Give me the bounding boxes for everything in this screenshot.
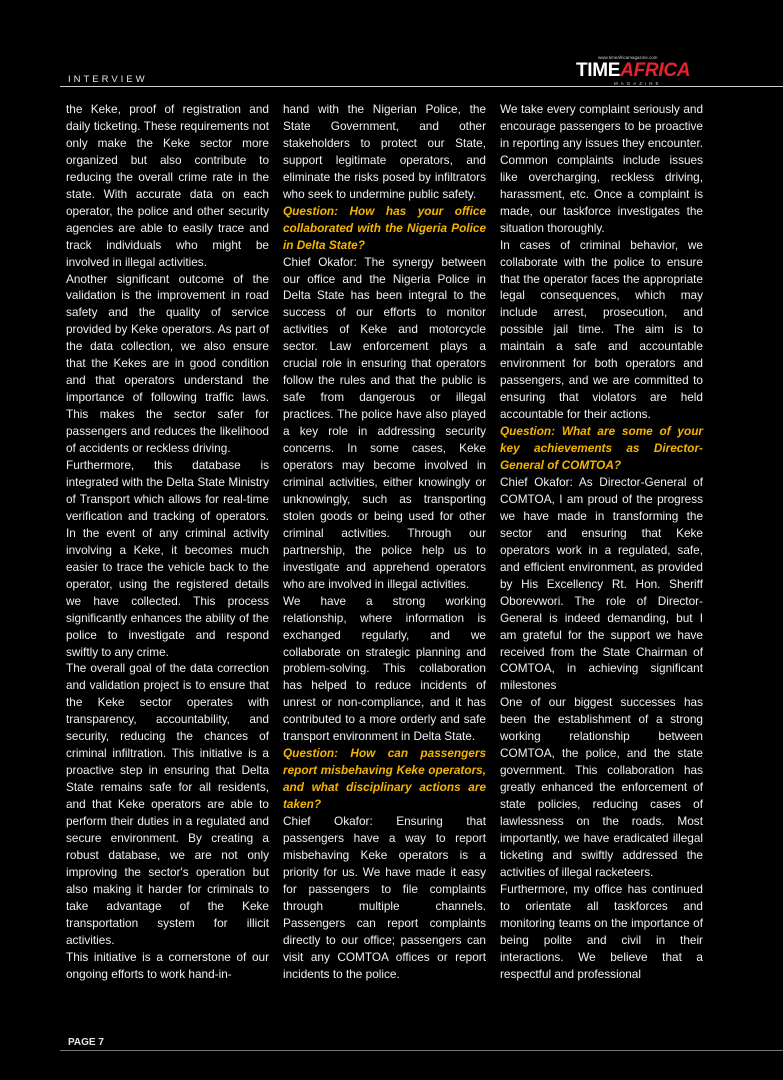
article-paragraph: In cases of criminal behavior, we collaborate with the police to ensure that the operator faces the appropriate legal consequences, which may include arrest, prosecution, and possible jail time. The aim is to maintain a safe and accountable environment for both operators and passengers, and we are committed to ensuring that violators are held accountable for their actions. [500, 237, 703, 422]
article-paragraph: the Keke, proof of registration and daily ticketing. These requirements not only make the Keke sector more organized but also contribute to reducing the overall crime rate in the state. With accurate data on each operator, the police and other security agencies are able to easily trace and track individuals who might be involved in illegal activities. [66, 102, 269, 269]
article-columns [0, 101, 783, 1031]
interview-question: Question: How can passengers report misbehaving Keke operators, and what disciplinary actions are taken? [283, 746, 486, 812]
article-paragraph: Furthermore, my office has continued to orientate all taskforces and monitoring teams on the importance of being polite and civil in their interactions. We believe that a respectful and professional [500, 881, 703, 981]
interview-question: Question: How has your office collaborated with the Nigeria Police in Delta State? [283, 203, 486, 252]
article-column-1 [66, 101, 269, 983]
article-paragraph: The overall goal of the data correction and validation project is to ensure that the Keke sector operates with transparency, accountability, and security, reducing the chances of criminal infiltration. This initiative is a proactive step in ensuring that Delta State remains safe for all residents, and that Keke operators are able to perform their duties in a regulated and secure environment. By creating a robust database, we are not only improving the sector's operation but also making it harder for criminals to take advantage of the Keke transportation system for illicit activities. [66, 661, 269, 947]
article-paragraph: Another significant outcome of the validation is the improvement in road safety and the quality of service provided by Keke operators. As part of the data collection, we also ensure that the Kekes are in good condition and that operators understand the importance of following traffic laws. This makes the sector safer for passengers and reduces the likelihood of accidents or reckless driving. [66, 271, 269, 456]
article-paragraph: This initiative is a cornerstone of our ongoing efforts to work hand-in- [66, 949, 269, 981]
article-column-3 [500, 101, 703, 983]
magazine-logo [576, 55, 702, 87]
article-paragraph: We have a strong working relationship, where information is exchanged regularly, and we collaborate on strategic planning and problem-solving. This collaboration has helped to reduce incidents of unrest or non-compliance, and it has contributed to a more orderly and safe transport environment in Delta State. [283, 593, 486, 744]
interview-question: Question: What are some of your key achievements as Director-General of COMTOA? [500, 424, 703, 473]
page-number: PAGE 7 [68, 1037, 104, 1048]
article-paragraph: Chief Okafor: Ensuring that passengers have a way to report misbehaving Keke operators is a priority for us. We have made it easy for passengers to file complaints through multiple channels. Passengers can report complaints directly to our office; passengers can visit any COMTOA offices or report incidents to the police. [283, 814, 486, 981]
article-paragraph: Chief Okafor: As Director-General of COMTOA, I am proud of the progress we have made in transforming the sector and ensuring that Keke operators work in a regulated, safe, and efficient environment, as provided by His Excellency Rt. Hon. Sheriff Oborevwori. The role of Director-General is indeed demanding, but I am grateful for the support we have received from the State Chairman of COMTOA, in achieving significant milestones [500, 474, 703, 693]
article-column-2 [283, 101, 486, 983]
footer-divider [60, 1050, 783, 1051]
logo-subtitle: MAGAZINE [614, 81, 662, 86]
section-label: INTERVIEW [68, 74, 148, 85]
article-paragraph: We take every complaint seriously and encourage passengers to be proactive in reporting any issues they encounter. Common complaints include issues like overcharging, reckless driving, harassment, etc. Once a complaint is made, our taskforce investigates the situation thoroughly. [500, 102, 703, 235]
article-paragraph: One of our biggest successes has been the establishment of a strong working relationship between COMTOA, the police, and the state government. This collaboration has greatly enhanced the enforcement of state policies, reducing cases of lawlessness on the roads. Most importantly, we have eradicated illegal ticketing and swiftly addressed the activities of illegal racketeers. [500, 695, 703, 879]
logo-wordmark [576, 60, 690, 82]
article-paragraph: hand with the Nigerian Police, the State Government, and other stakeholders to protect our State, support legitimate operators, and eliminate the risks posed by infiltrators who seek to undermine public safety. [283, 102, 486, 201]
logo-word-time: TIME [576, 60, 621, 81]
article-paragraph: Furthermore, this database is integrated with the Delta State Ministry of Transport which allows for real-time verification and tracking of operators. In the event of any criminal activity involving a Keke, it becomes much easier to trace the vehicle back to the operator, using the registered details we have collected. This process significantly enhances the ability of the police to investigate and respond swiftly to any crime. [66, 458, 269, 659]
logo-url: www.timeafricamagazine.com [598, 55, 658, 60]
article-paragraph: Chief Okafor: The synergy between our office and the Nigeria Police in Delta State has been integral to the success of our efforts to monitor activities of Keke and motorcycle sector. Law enforcement plays a crucial role in ensuring that operators follow the rules and that the public is safe from dangerous or illegal practices. The police have also played a key role in addressing security concerns. In some cases, Keke operators may become involved in criminal activities, either knowingly or unknowingly, such as transporting stolen goods or being used for other criminal activities. Through our partnership, the police help us to investigate and apprehend operators who are involved in illegal activities. [283, 254, 486, 591]
logo-word-africa: AFRICA [620, 60, 691, 81]
